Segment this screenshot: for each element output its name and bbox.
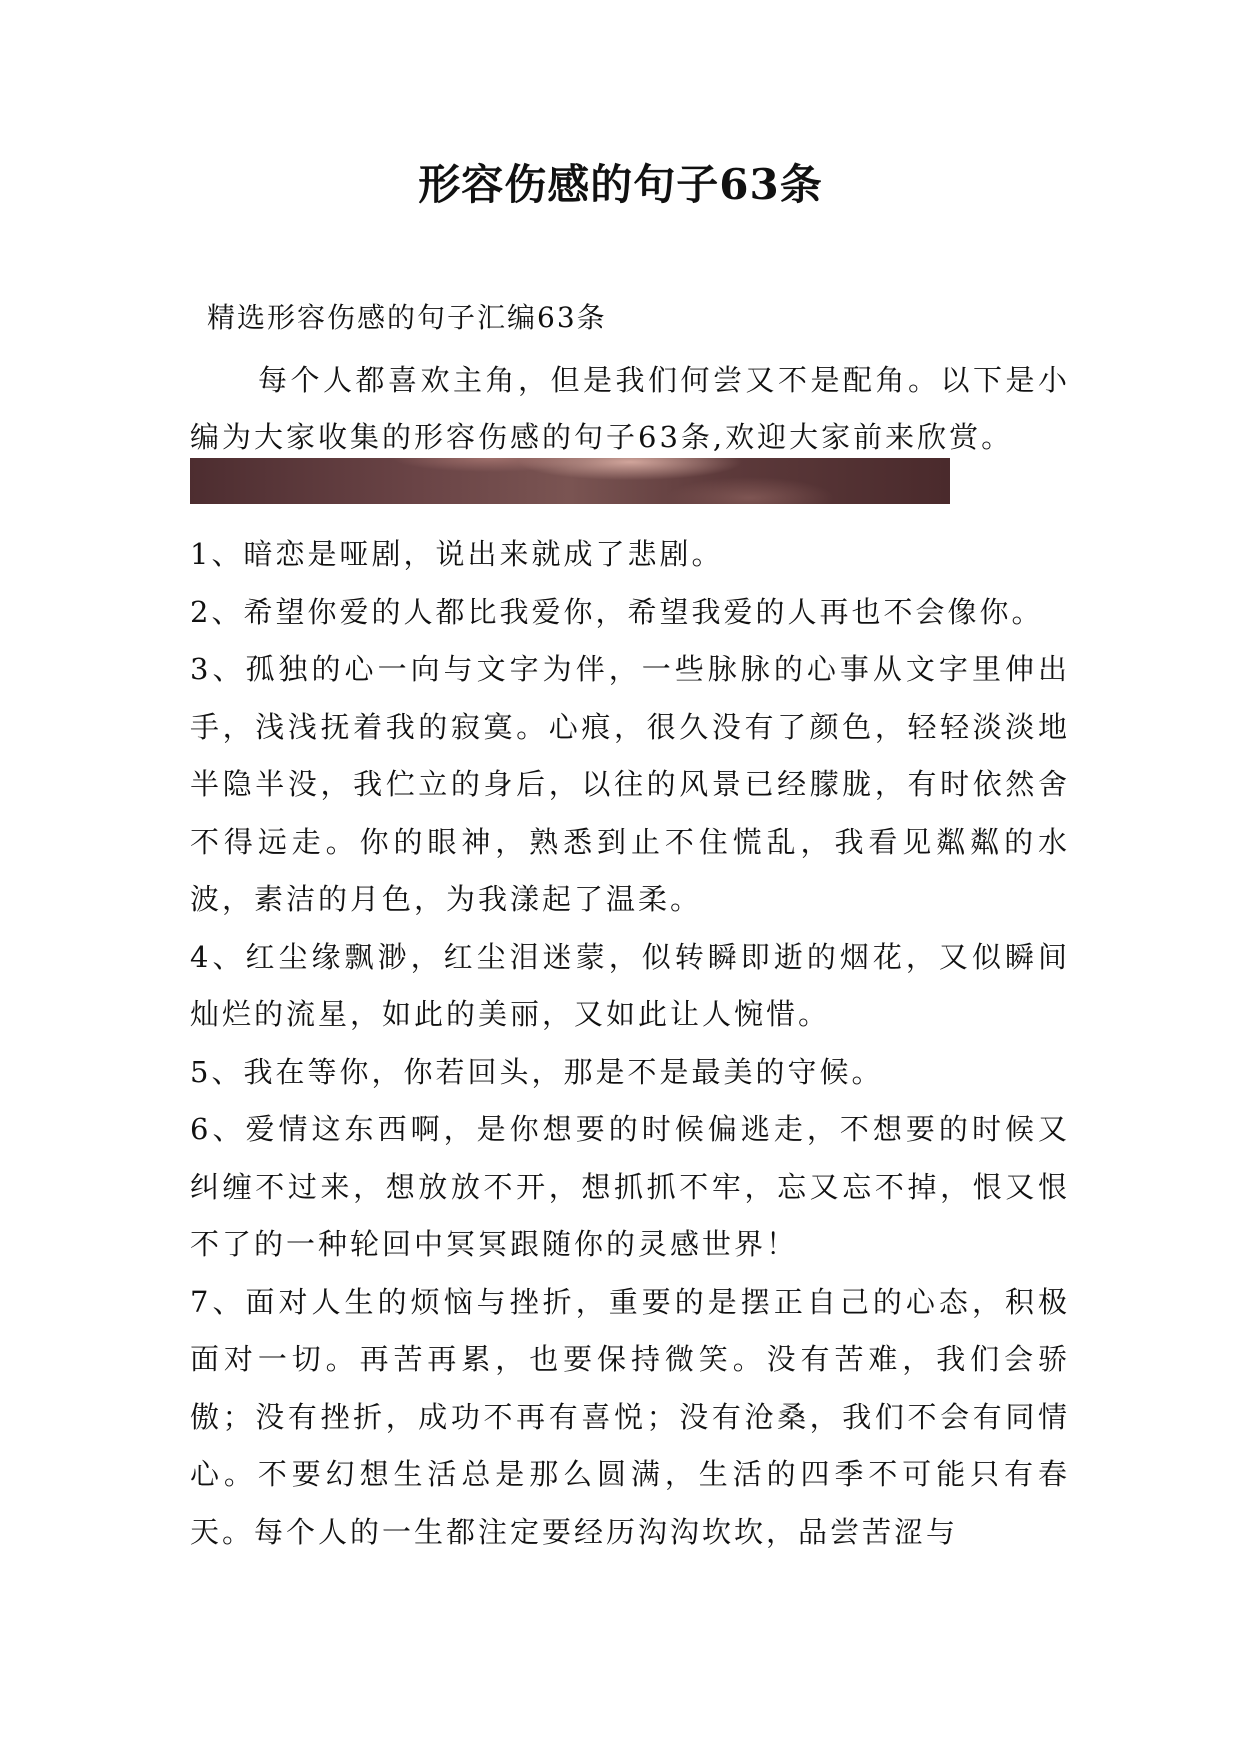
quote-item: 1、暗恋是哑剧，说出来就成了悲剧。 xyxy=(190,537,724,571)
decorative-photo-strip xyxy=(190,458,950,504)
document-subtitle: 精选形容伤感的句子汇编63条 xyxy=(207,301,607,334)
quote-item: 4、红尘缘飘渺，红尘泪迷蒙，似转瞬即逝的烟花，又似瞬间灿烂的流星，如此的美丽，又如此让人惋惜。 xyxy=(190,939,1070,1031)
quote-item: 2、希望你爱的人都比我爱你，希望我爱的人再也不会像你。 xyxy=(190,594,1044,629)
intro-paragraph: 每个人都喜欢主角，但是我们何尝又不是配角。以下是小编为大家收集的形容伤感的句子63条,欢迎大家前来欣赏。 xyxy=(190,363,1070,454)
quote-item: 5、我在等你，你若回头，那是不是最美的守候。 xyxy=(190,1054,884,1089)
quote-item: 6、爱情这东西啊，是你想要的时候偏逃走，不想要的时候又纠缠不过来，想放放不开，想抓抓不牢，忘又忘不掉，恨又恨不了的一种轮回中冥冥跟随你的灵感世界！ xyxy=(190,1112,1070,1261)
quote-list xyxy=(190,526,1070,1561)
document-title: 形容伤感的句子63条 xyxy=(418,160,823,209)
quote-item: 7、面对人生的烦恼与挫折，重要的是摆正自己的心态，积极面对一切。再苦再累，也要保持微笑。没有苦难，我们会骄傲；没有挫折，成功不再有喜悦；没有沧桑，我们不会有同情心。不要幻想生活总是那么圆满，生活的四季不可能只有春天。每个人的一生都注定要经历沟沟坎坎，品尝苦涩与 xyxy=(190,1284,1070,1549)
quote-item: 3、孤独的心一向与文字为伴，一些脉脉的心事从文字里伸出手，浅浅抚着我的寂寞。心痕，很久没有了颜色，轻轻淡淡地半隐半没，我伫立的身后，以往的风景已经朦胧，有时依然舍不得远走。你的眼神，熟悉到止不住慌乱，我看见粼粼的水波，素洁的月色，为我漾起了温柔。 xyxy=(190,652,1070,916)
